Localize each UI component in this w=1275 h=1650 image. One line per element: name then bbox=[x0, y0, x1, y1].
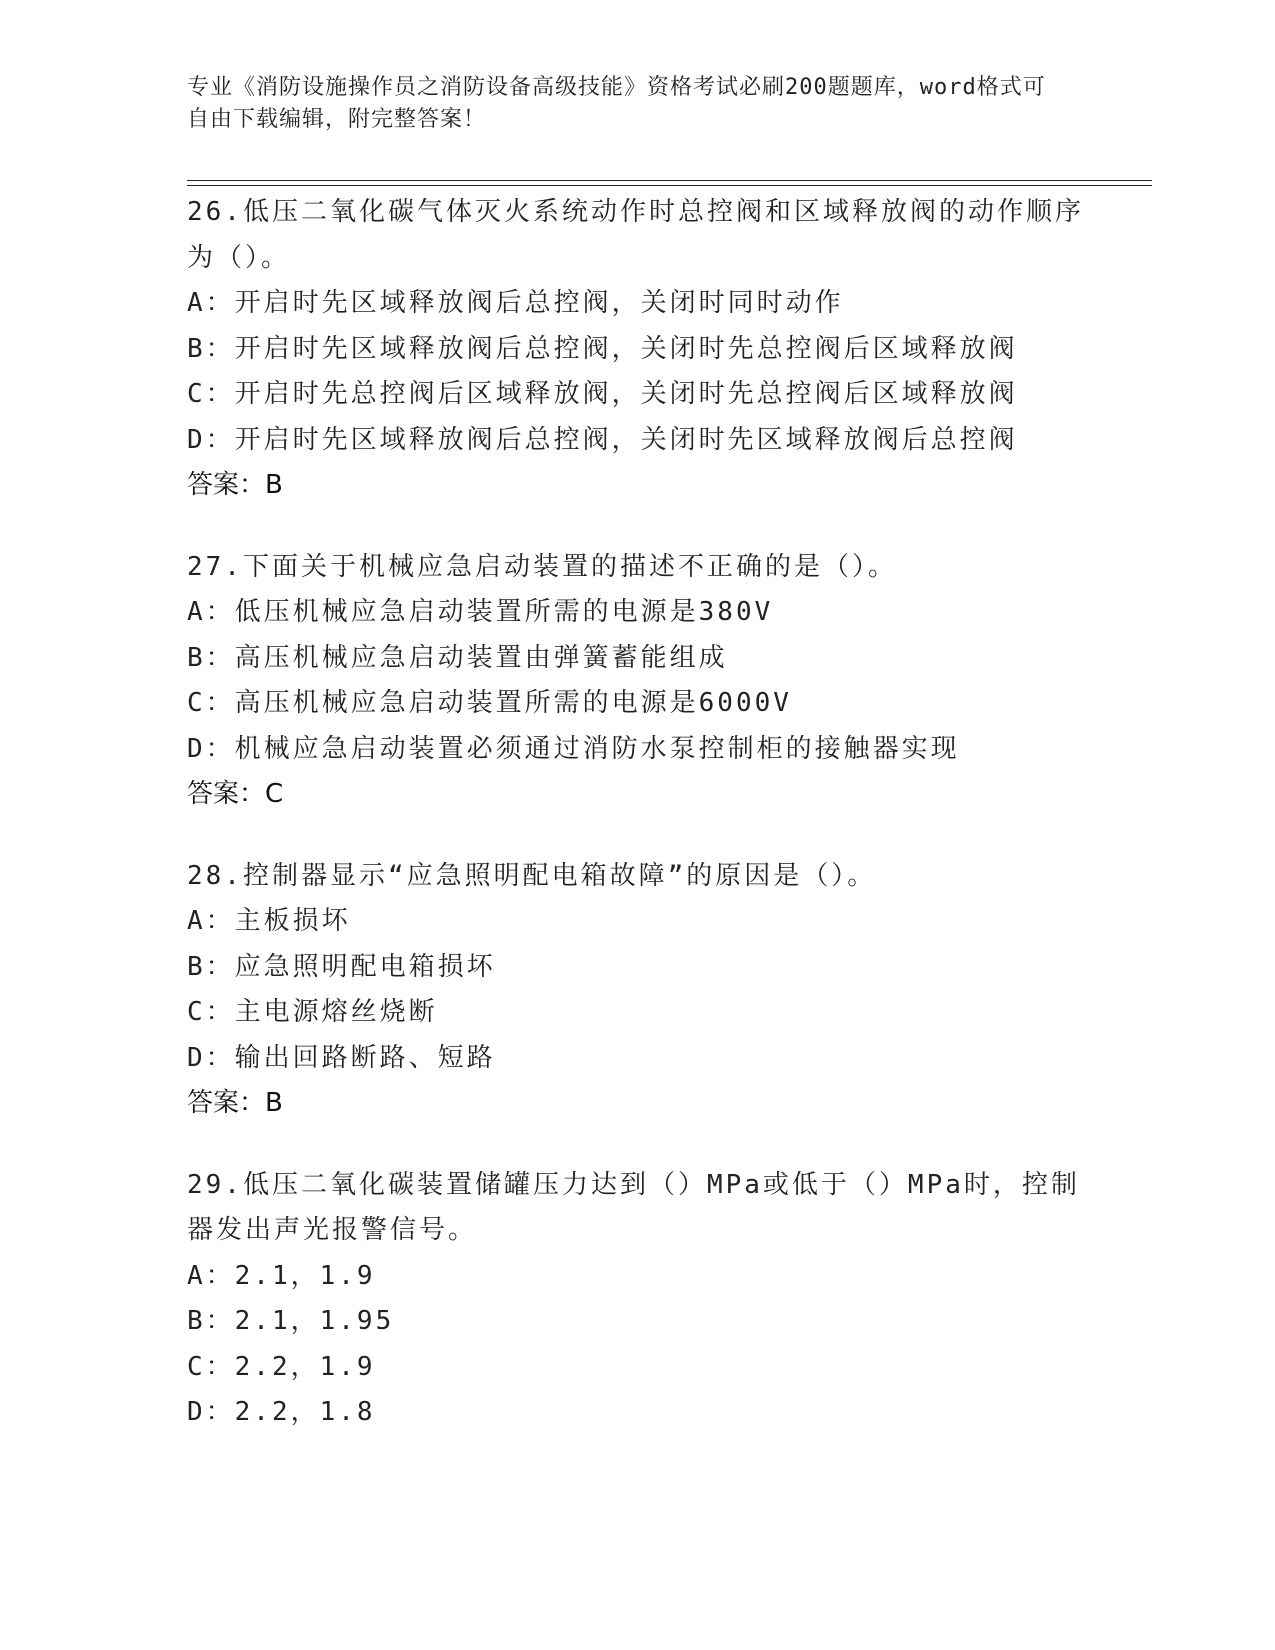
option-a: A：2.1，1.9 bbox=[187, 1260, 376, 1291]
option-a: A：低压机械应急启动装置所需的电源是380V bbox=[187, 597, 774, 627]
option-c: C：2.2，1.9 bbox=[187, 1351, 376, 1382]
option-b: B：2.1，1.95 bbox=[187, 1306, 395, 1336]
option-c: C：开启时先总控阀后区域释放阀，关闭时先总控阀后区域释放阀 bbox=[187, 379, 1018, 409]
question-stem: 29.低压二氧化碳装置储罐压力达到（）MPa或低于（）MPa时，控制器发出声光报警信号。 bbox=[187, 1169, 1080, 1245]
question-29 bbox=[187, 1163, 1087, 1436]
header-divider-top bbox=[187, 180, 1152, 181]
option-d: D：输出回路断路、短路 bbox=[187, 1042, 496, 1073]
question-26 bbox=[187, 190, 1087, 509]
answer-line: 答案：B bbox=[187, 470, 283, 500]
question-28 bbox=[187, 854, 1087, 1127]
option-c: C：高压机械应急启动装置所需的电源是6000V bbox=[187, 688, 792, 718]
option-b: B：应急照明配电箱损坏 bbox=[187, 951, 496, 982]
question-stem: 26.低压二氧化碳气体灭火系统动作时总控阀和区域释放阀的动作顺序为（）。 bbox=[187, 197, 1084, 273]
option-d: D：机械应急启动装置必须通过消防水泵控制柜的接触器实现 bbox=[187, 733, 960, 764]
question-27 bbox=[187, 545, 1087, 818]
option-d: D：开启时先区域释放阀后总控阀，关闭时先区域释放阀后总控阀 bbox=[187, 424, 1018, 455]
option-d: D：2.2，1.8 bbox=[187, 1397, 376, 1427]
question-stem: 27.下面关于机械应急启动装置的描述不正确的是（）。 bbox=[187, 551, 897, 582]
answer-line: 答案：C bbox=[187, 779, 284, 809]
option-a: A：主板损坏 bbox=[187, 906, 351, 936]
option-b: B：高压机械应急启动装置由弹簧蓄能组成 bbox=[187, 642, 728, 673]
header-text: 专业《消防设施操作员之消防设备高级技能》资格考试必刷200题题库，word格式可自由下载编辑，附完整答案！ bbox=[187, 75, 1046, 132]
question-list bbox=[187, 190, 1087, 1472]
answer-line: 答案：B bbox=[187, 1088, 283, 1118]
document-header bbox=[187, 72, 1067, 136]
header-divider-bottom bbox=[187, 185, 1152, 186]
question-stem: 28.控制器显示“应急照明配电箱故障”的原因是（）。 bbox=[187, 860, 877, 891]
option-c: C：主电源熔丝烧断 bbox=[187, 997, 438, 1027]
option-a: A：开启时先区域释放阀后总控阀，关闭时同时动作 bbox=[187, 288, 844, 318]
option-b: B：开启时先区域释放阀后总控阀，关闭时先总控阀后区域释放阀 bbox=[187, 333, 1018, 364]
